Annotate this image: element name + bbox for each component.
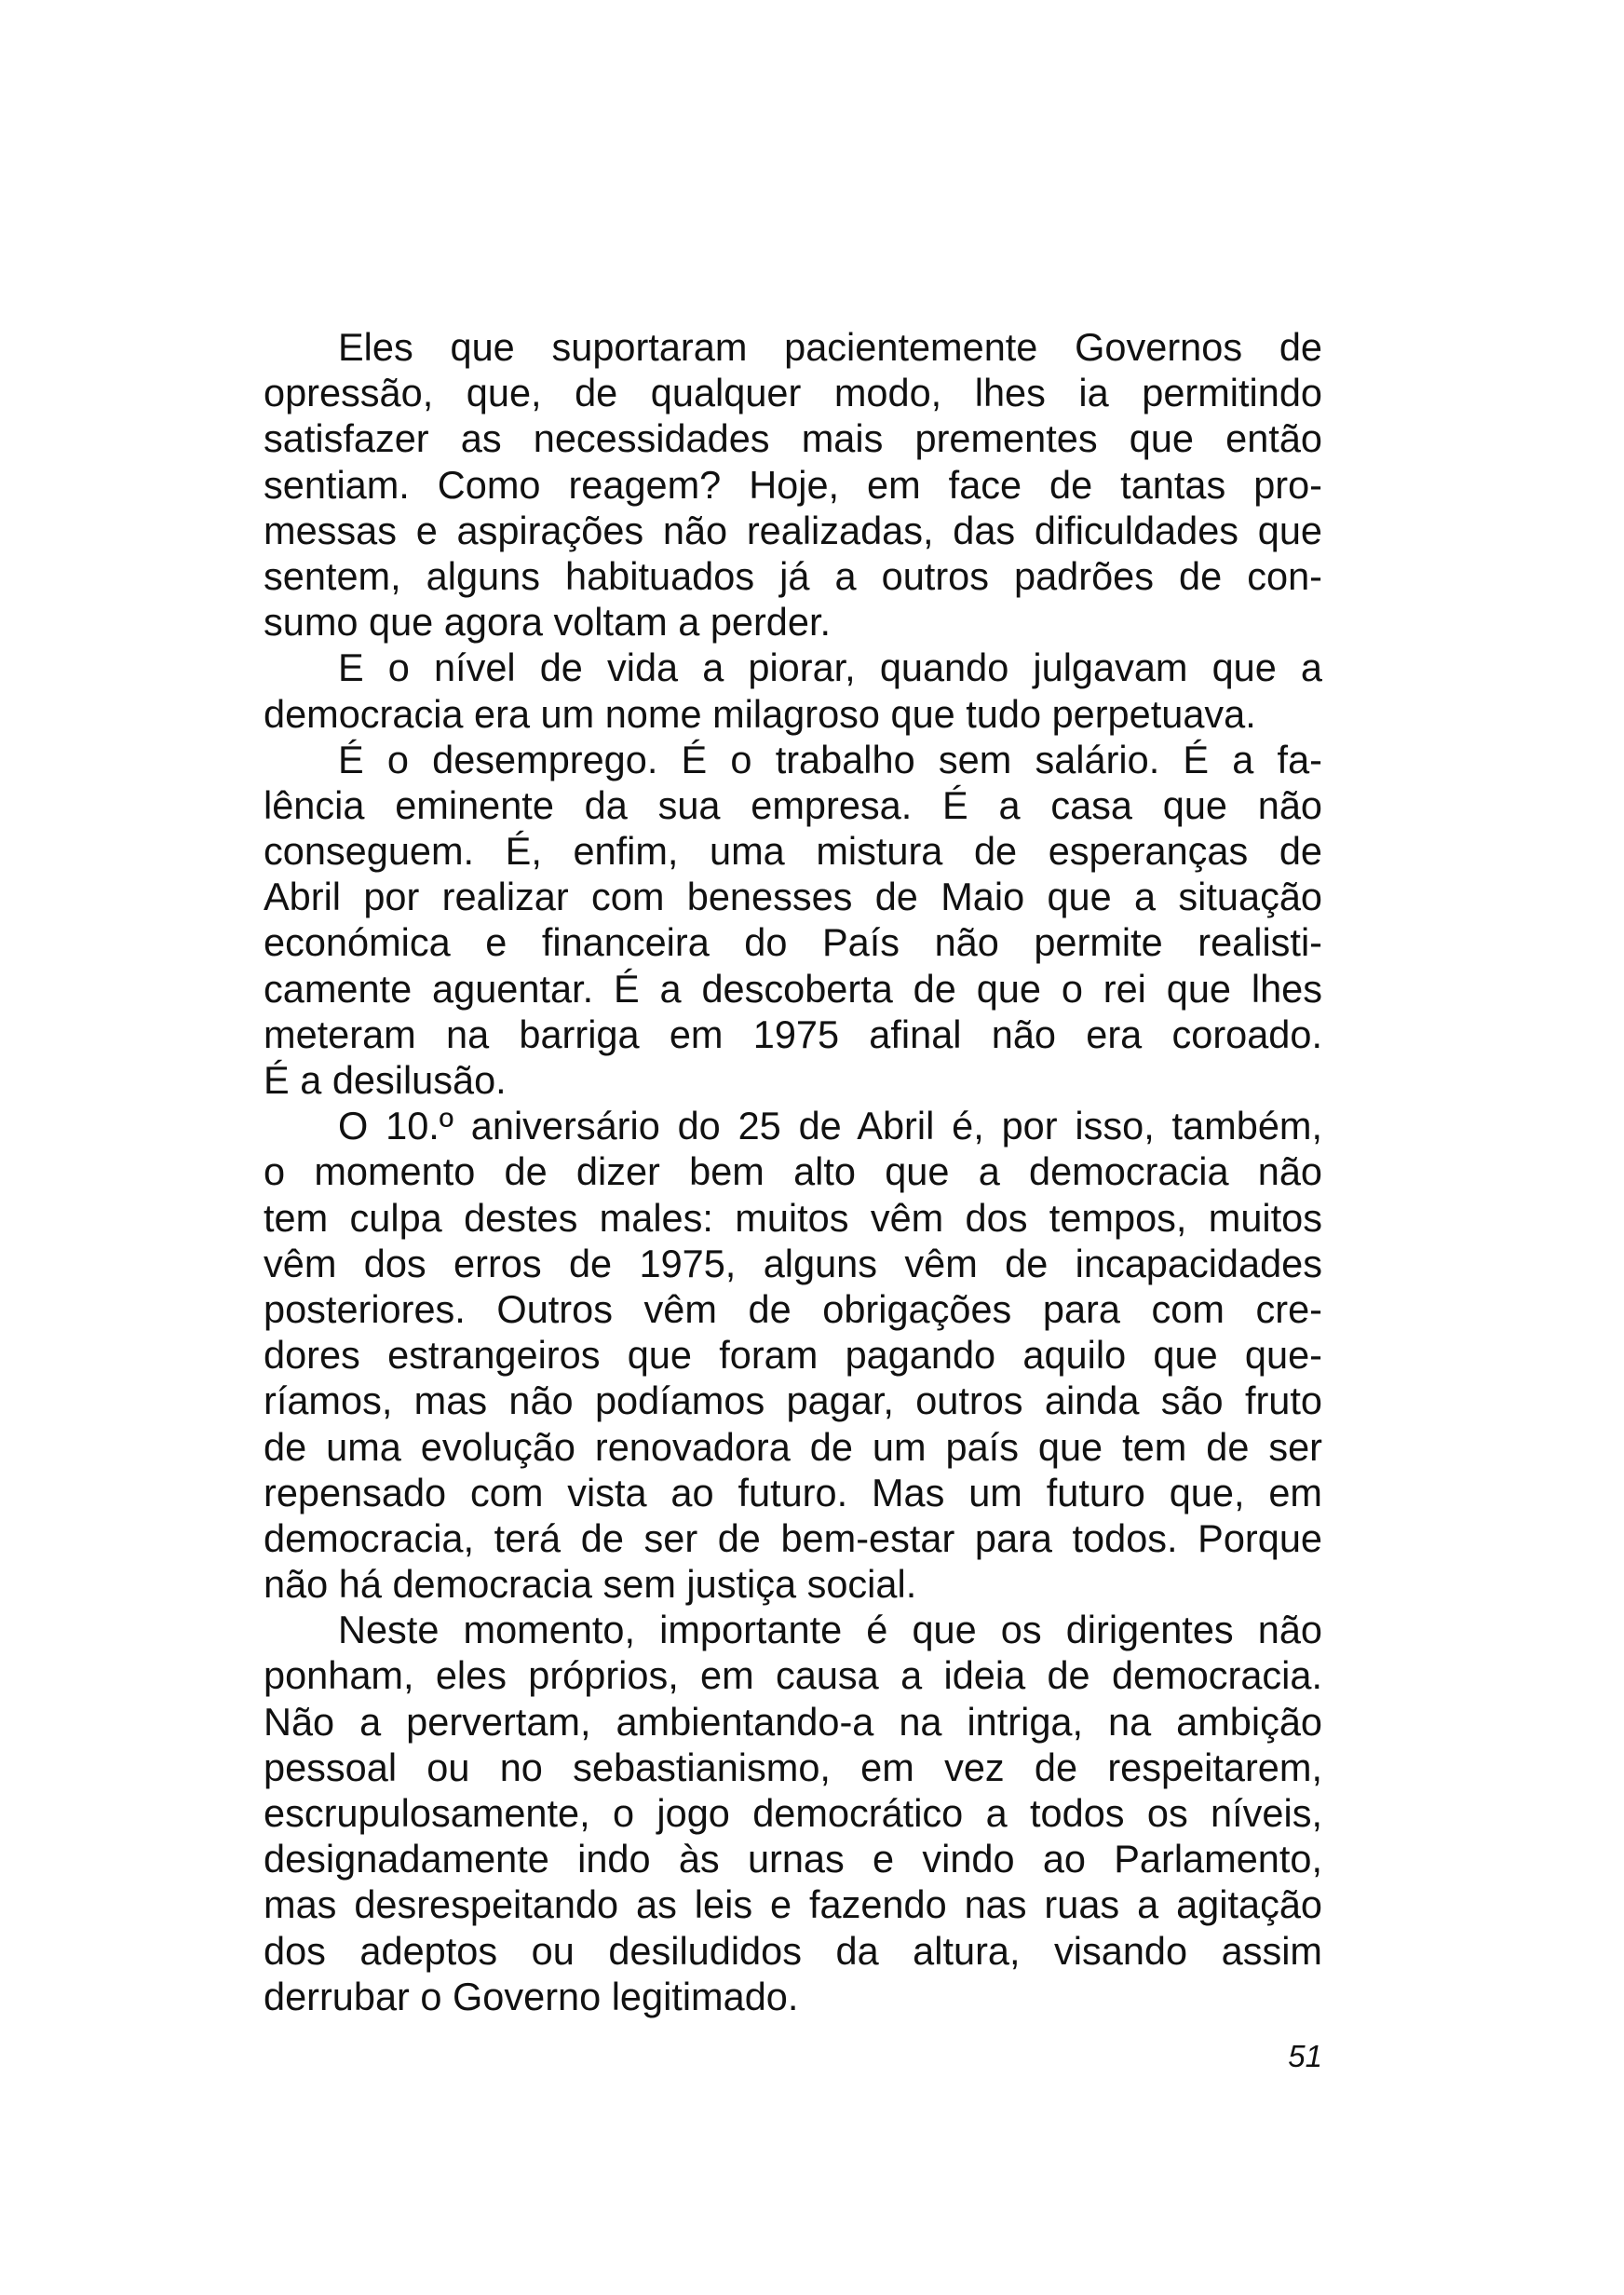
text-line: sumo que agora voltam a perder.: [264, 600, 832, 645]
text-line: de uma evolução renovadora de um país que tem de ser: [264, 1424, 1322, 1469]
page-number: 51: [1288, 2039, 1322, 2073]
text-line: E o nível de vida a piorar, quando julgavam que a: [338, 645, 1322, 690]
text-line: democracia era um nome milagroso que tudo perpetuava.: [264, 691, 1256, 736]
text-line: mas desrespeitando as leis e fazendo nas ruas a agitação: [264, 1882, 1322, 1927]
text-line: pessoal ou no sebastianismo, em vez de respeitarem,: [264, 1745, 1322, 1789]
text-line: dos adeptos ou desiludidos da altura, visando assim: [264, 1928, 1322, 1973]
text-line: Abril por realizar com benesses de Maio que a situação: [264, 875, 1322, 919]
text-line: O 10.º aniversário do 25 de Abril é, por isso, também,: [338, 1104, 1322, 1148]
text-line: camente aguentar. É a descoberta de que o rei que lhes: [264, 966, 1322, 1011]
text-line: ríamos, mas não podíamos pagar, outros ainda são fruto: [264, 1378, 1322, 1423]
text-line: democracia, terá de ser de bem-estar para todos. Porque: [264, 1515, 1322, 1560]
text-line: satisfazer as necessidades mais prementes que então: [264, 416, 1322, 461]
text-line: dores estrangeiros que foram pagando aquilo que que-: [264, 1333, 1322, 1378]
text-line: posteriores. Outros vêm de obrigações para com cre-: [264, 1286, 1322, 1331]
text-line: meteram na barriga em 1975 afinal não era coroado.: [264, 1012, 1322, 1056]
text-line: conseguem. É, enfim, uma mistura de esperanças de: [264, 829, 1322, 874]
text-line: É o desemprego. É o trabalho sem salário. É a fa-: [338, 737, 1322, 781]
text-line: vêm dos erros de 1975, alguns vêm de incapacidades: [264, 1241, 1322, 1285]
text-line: derrubar o Governo legitimado.: [264, 1974, 799, 2018]
text-line: lência eminente da sua empresa. É a casa que não: [264, 782, 1322, 827]
text-line: sentem, alguns habituados já a outros padrões de con-: [264, 553, 1322, 598]
text-line: económica e financeira do País não permite realisti-: [264, 920, 1322, 965]
text-line: tem culpa destes males: muitos vêm dos tempos, muitos: [264, 1195, 1322, 1240]
text-line: opressão, que, de qualquer modo, lhes ia permitindo: [264, 371, 1322, 415]
text-line: messas e aspirações não realizadas, das dificuldades que: [264, 508, 1322, 552]
text-line: Não a pervertam, ambientando-a na intriga, na ambição: [264, 1699, 1322, 1744]
text-line: sentiam. Como reagem? Hoje, em face de tantas pro-: [264, 462, 1322, 507]
body-text: [264, 324, 1322, 2019]
text-line: o momento de dizer bem alto que a democracia não: [264, 1149, 1322, 1194]
text-line: ponham, eles próprios, em causa a ideia de democracia.: [264, 1653, 1322, 1698]
text-line: escrupulosamente, o jogo democrático a todos os níveis,: [264, 1791, 1322, 1835]
text-line: repensado com vista ao futuro. Mas um futuro que, em: [264, 1470, 1322, 1514]
text-line: designadamente indo às urnas e vindo ao Parlamento,: [264, 1837, 1322, 1881]
text-line: não há democracia sem justiça social.: [264, 1562, 917, 1607]
text-line: Eles que suportaram pacientemente Governos de: [338, 325, 1322, 369]
text-line: É a desilusão.: [264, 1058, 507, 1102]
text-line: Neste momento, importante é que os dirigentes não: [338, 1608, 1322, 1652]
